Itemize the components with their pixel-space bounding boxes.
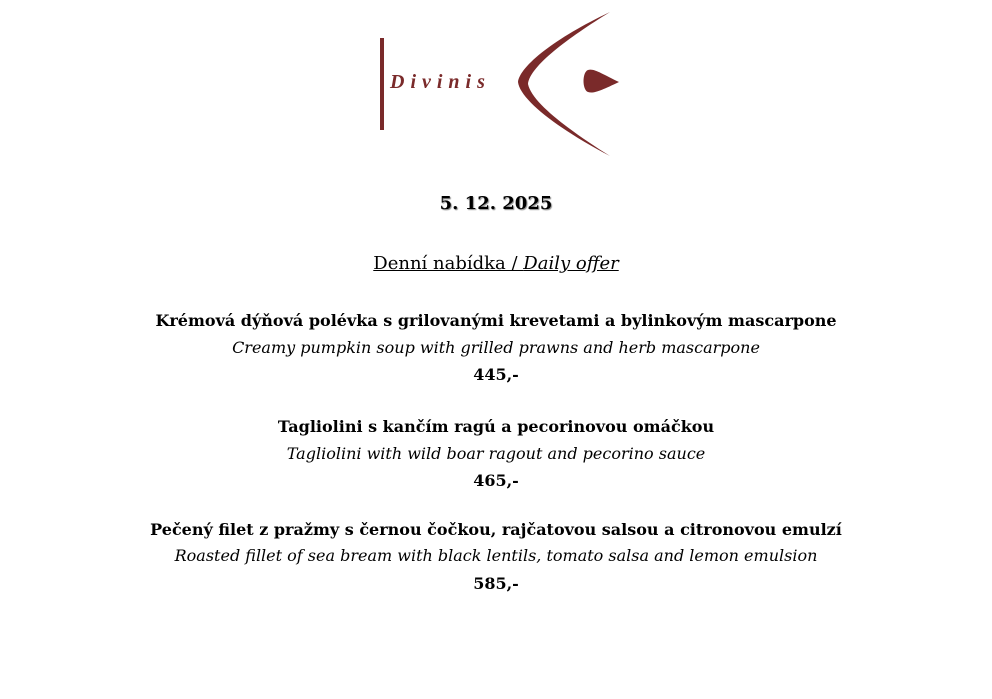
dish-1-price: 445,- (473, 365, 519, 384)
dish-2-name-cz: Tagliolini s kančím ragú a pecorinovou omáčkou (277, 417, 715, 436)
dish-3-name-en: Roasted fillet of sea bream with black lentils, tomato salsa and lemon emulsion (174, 546, 818, 565)
dish-2-price: 465,- (473, 471, 519, 490)
heading-en: Daily offer (523, 253, 619, 274)
dish-3-name-cz: Pečený filet z pražmy s černou čočkou, rajčatovou salsou a citronovou emulzí (150, 520, 842, 539)
menu-heading (0, 253, 992, 274)
logo-wordmark: Divinis (390, 71, 491, 93)
divinis-logo (370, 8, 630, 160)
dish-1-name-cz: Krémová dýňová polévka s grilovanými krevetami a bylinkovým mascarpone (155, 311, 837, 330)
dish-3-price: 585,- (473, 574, 519, 593)
dish-2-name-en: Tagliolini with wild boar ragout and pecorino sauce (286, 444, 706, 463)
dish-1-name-en: Creamy pumpkin soup with grilled prawns and herb mascarpone (232, 338, 760, 357)
menu-date: 5. 12. 2025 (439, 193, 553, 214)
heading-cz: Denní nabídka / (373, 253, 524, 274)
